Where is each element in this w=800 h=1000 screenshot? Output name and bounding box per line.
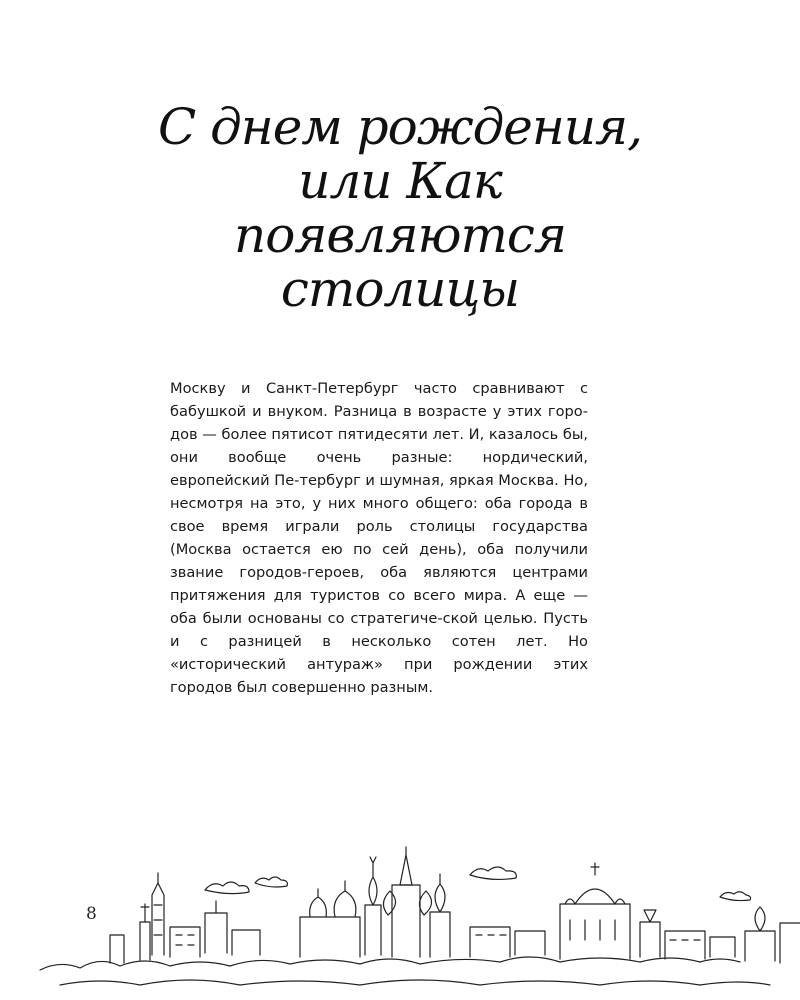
chapter-title-line-1: С днем рождения, [157, 98, 643, 156]
page-number: 8 [86, 904, 97, 924]
chapter-title-line-3: появляются [234, 206, 566, 264]
city-skyline-illustration [0, 845, 800, 1000]
chapter-title [150, 100, 650, 316]
chapter-title-line-2: или Как [298, 152, 502, 210]
chapter-title-line-4: столицы [280, 260, 520, 318]
body-paragraph: Москву и Санкт-Петербург часто сравнивают с бабушкой и внуком. Разница в возрасте у этих горо-дов — более пятисот пятидесяти лет. И, казалось бы, они вообще очень разные: нордический, европейский Пе-тербург и шумная, яркая Москва. Но, несмотря на это, у них много общего: оба города в свое время играли роль столицы государства (Москва остается ею по сей день), оба получили звание городов-героев, оба являются центрами притяжения для туристов со всего мира. А еще — оба были основаны со стратегиче-ской целью. Пусть и с разницей в несколько сотен лет. Но «исторический антураж» при рождении этих городов был совершенно разным. [170, 379, 588, 696]
